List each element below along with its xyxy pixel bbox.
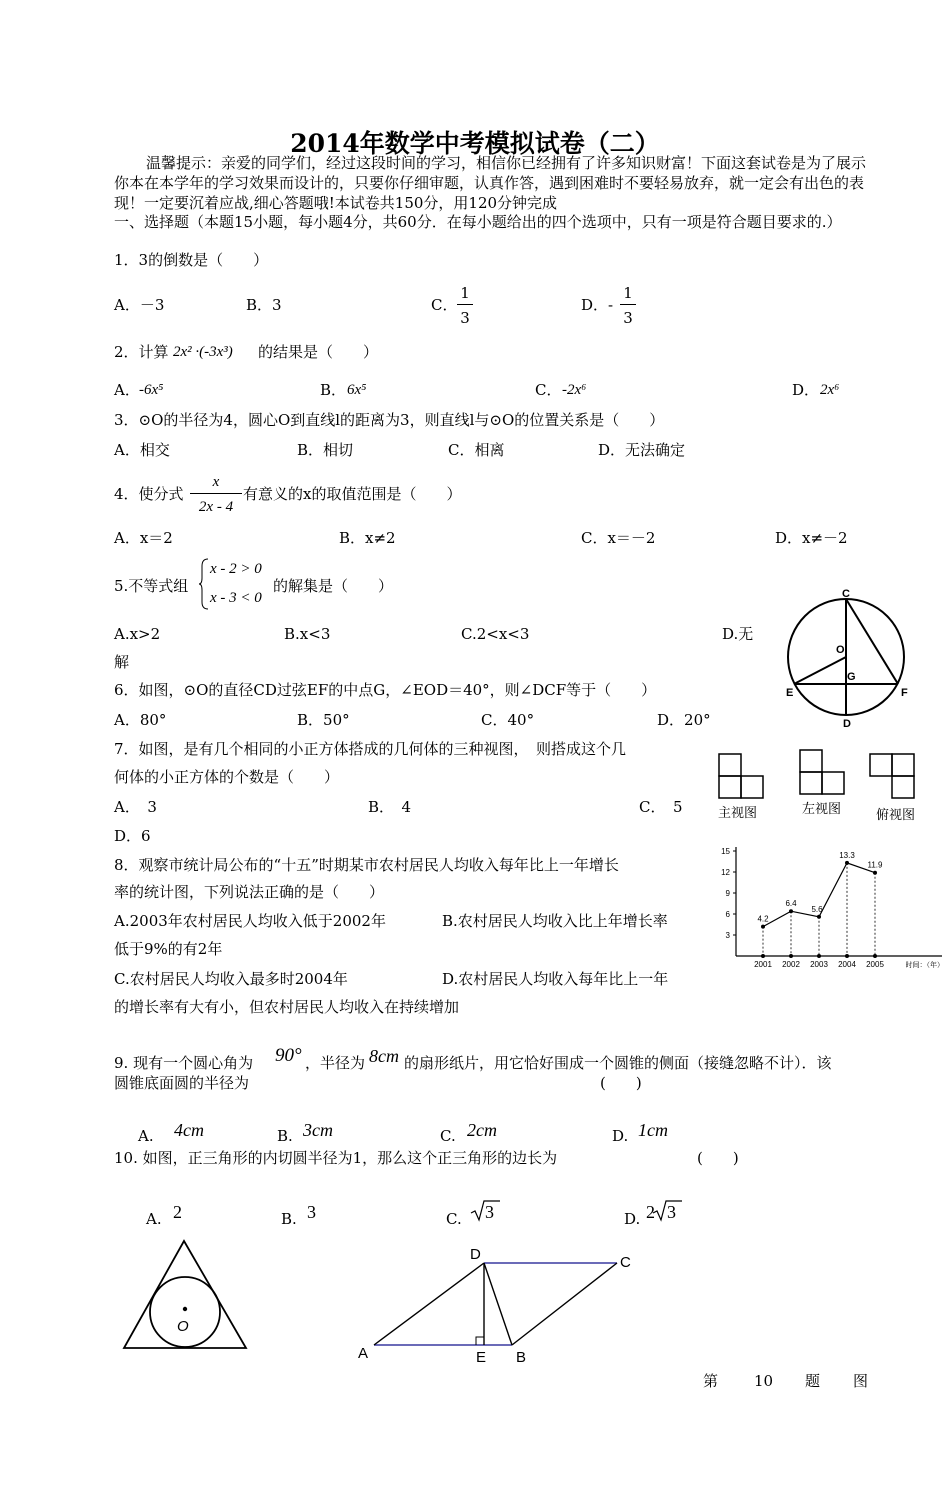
q9-stem-end: 的扇形纸片，用它恰好围成一个圆锥的侧面（接缝忽略不计）．该 [404, 1054, 832, 1072]
q1-c-denominator: 3 [460, 309, 470, 327]
q5-brace [198, 558, 210, 610]
x-tick-label: 2001 [754, 960, 772, 969]
q9-option-c-label: C. [440, 1127, 456, 1145]
q1-d-numerator: 1 [623, 284, 633, 302]
q10-option-c-label: C. [446, 1210, 462, 1228]
q4-stem-start: 4．使分式 [114, 485, 184, 503]
data-label: 4.2 [757, 914, 769, 924]
data-point [817, 915, 821, 919]
q9-option-b-label: B. [277, 1127, 293, 1145]
q2-expression: 2x² ·(-3x³) [173, 344, 233, 360]
q10-option-a-label: A. [146, 1210, 162, 1228]
q4-option-a: A．x＝2 [114, 529, 173, 547]
q7-option-b: B． 4 [368, 798, 412, 816]
q9-option-d-label: D. [612, 1127, 629, 1145]
q4-denominator: 2x - 4 [198, 499, 234, 515]
x-tick-label: 2004 [838, 960, 856, 969]
y-tick-label: 6 [725, 910, 730, 919]
q2-option-c-label: C． [535, 381, 562, 399]
q9-answer-paren: ( ) [600, 1074, 642, 1092]
q9-stem-line2: 圆锥底面圆的半径为 [114, 1074, 250, 1092]
q1-option-b: B．3 [246, 296, 282, 314]
q3-stem: 3．⊙O的半径为4，圆心O到直线l的距离为3，则直线l与⊙O的位置关系是（ ） [114, 411, 665, 429]
q10-option-d-coefficient: 2 [646, 1202, 655, 1222]
q10-option-b-value: 3 [307, 1202, 316, 1222]
q6-option-b: B．50° [297, 711, 350, 729]
q8-option-d: D.农村居民人均收入每年比上一年 [442, 970, 669, 988]
q9-option-d-value: 1cm [638, 1120, 668, 1140]
q3-option-d: D．无法确定 [598, 441, 686, 459]
q10-option-c-value: 3 [485, 1202, 494, 1222]
y-tick-label: 9 [725, 889, 730, 898]
q7-stem-line1: 7．如图，是有几个相同的小正方体搭成的几何体的三种视图， 则搭成这个几 [114, 740, 627, 758]
q10-stem: 10. 如图，正三角形的内切圆半径为1，那么这个正三角形的边长为 [114, 1149, 558, 1167]
q2-stem-end: 的结果是（ ） [258, 343, 379, 361]
q10-option-d-label: D. [624, 1210, 641, 1228]
q9-option-c-value: 2cm [467, 1120, 497, 1140]
intro-text: 温馨提示：亲爱的同学们，经过这段时间的学习，相信你已经拥有了许多知识财富！下面这套试卷是为了展示你本在本学年的学习效果而设计的，只要你仔细审题，认真作答，遇到困难时不要轻易放弃，就一定会有出色的表现！一定要沉着应战,细心答题哦!本试卷共150分，用120分钟完成 [114, 154, 867, 212]
label-d: D [843, 718, 851, 728]
q5-stem-end: 的解集是（ ） [273, 577, 394, 595]
q7-option-a: A． 3 [114, 798, 157, 816]
q6-option-d: D．20° [657, 711, 711, 729]
caption-part-2: 10 [754, 1372, 774, 1390]
q2-option-b-label: B． [320, 381, 347, 399]
x-tick-label: 2002 [782, 960, 800, 969]
q5-stem-start: 5.不等式组 [114, 577, 189, 595]
q1-d-denominator: 3 [623, 309, 633, 327]
q10-option-d-value: 3 [667, 1202, 676, 1222]
q9-option-b-value: 3cm [303, 1120, 333, 1140]
q2-option-d-value: 2x⁶ [820, 382, 840, 398]
q5-inequality-1: x - 2 > 0 [210, 561, 262, 577]
q5-option-c: C.2<x<3 [461, 625, 530, 643]
q9-angle: 90° [275, 1045, 302, 1066]
q8-option-d-wrap: 的增长率有大有小，但农村居民人均收入在持续增加 [114, 998, 460, 1016]
q5-option-d: D.无 [722, 625, 754, 643]
q1-c-numerator: 1 [460, 284, 470, 302]
q4-option-d: D．x≠－2 [775, 529, 848, 547]
x-tick-label: 2005 [866, 960, 884, 969]
data-point [845, 861, 849, 865]
q6-option-c: C．40° [481, 711, 535, 729]
q9-radius: 8cm [369, 1046, 399, 1066]
q1-option-a: A．－3 [114, 296, 165, 314]
q10-option-a-value: 2 [173, 1202, 182, 1222]
q8-option-b: B.农村居民人均收入比上年增长率 [442, 912, 668, 930]
caption-part-1: 第 [703, 1372, 719, 1390]
parallelogram-figure [352, 1242, 642, 1372]
section-heading: 一、选择题（本题15小题，每小题4分，共60分．在每小题给出的四个选项中，只有一项是符合题目要求的.） [114, 213, 842, 231]
q8-stem-line2: 率的统计图，下列说法正确的是（ ） [114, 883, 385, 901]
q2-option-c-value: -2x⁶ [562, 382, 587, 398]
y-tick-label: 15 [721, 847, 730, 856]
q6-option-a: A．80° [114, 711, 167, 729]
data-label: 5.6 [811, 904, 823, 914]
q4-option-b: B．x≠2 [339, 529, 396, 547]
label-d: D [470, 1246, 481, 1263]
caption-part-4: 图 [853, 1372, 869, 1390]
data-point [873, 871, 877, 875]
q1-option-c-label: C． [431, 296, 458, 314]
q7-three-views [712, 748, 937, 830]
label-f: F [901, 687, 908, 699]
view-left-label: 左视图 [802, 801, 842, 816]
q3-option-b: B．相切 [297, 441, 354, 459]
q9-option-a-value: 4cm [174, 1120, 204, 1140]
q4-stem-end: 有意义的x的取值范围是（ ） [243, 485, 462, 503]
view-front-label: 主视图 [718, 805, 758, 820]
q2-option-a-label: A． [114, 381, 140, 399]
q3-option-a: A．相交 [114, 441, 170, 459]
data-label: 13.3 [839, 850, 855, 860]
label-e: E [786, 687, 794, 699]
caption-part-3: 题 [805, 1372, 821, 1390]
q7-option-d: D．6 [114, 827, 151, 845]
q2-option-b-value: 6x⁵ [347, 382, 367, 398]
label-c: C [842, 588, 850, 600]
q3-option-c: C．相离 [448, 441, 505, 459]
q2-stem-start: 2．计算 [114, 343, 169, 361]
q1-d-sign: - [608, 296, 614, 314]
label-e: E [476, 1349, 487, 1366]
q2-option-a-value: -6x⁵ [139, 382, 164, 398]
q9-option-a-label: A. [138, 1127, 154, 1145]
y-tick-label: 12 [721, 868, 730, 877]
income-growth-chart [716, 843, 946, 978]
x-tick-label: 2003 [810, 960, 828, 969]
q5-option-a: A.x>2 [114, 625, 161, 643]
data-label: 6.4 [785, 899, 797, 909]
y-tick-label: 3 [725, 931, 730, 940]
label-a: A [358, 1345, 369, 1362]
q4-option-c: C．x＝－2 [581, 529, 656, 547]
q9-stem-mid: ，半径为 [305, 1054, 366, 1072]
page-title: 2014年数学中考模拟试卷（二） [290, 129, 660, 158]
q8-option-b-wrap: 低于9%的有2年 [114, 940, 223, 958]
q7-option-c: C． 5 [639, 798, 683, 816]
q10-triangle-figure [118, 1236, 253, 1354]
label-g: G [847, 671, 856, 683]
x-axis-label: 时间：（年） [905, 962, 944, 969]
q9-stem-start: 9. 现有一个圆心角为 [114, 1054, 254, 1072]
q10-answer-paren: ( ) [697, 1149, 739, 1167]
q1-stem: 1．3的倒数是（ ） [114, 251, 269, 269]
q10-option-b-label: B. [281, 1210, 297, 1228]
q4-numerator: x [212, 474, 220, 490]
q5-inequality-2: x - 3 < 0 [210, 590, 262, 606]
data-point [789, 909, 793, 913]
q1-option-d-label: D． [581, 296, 609, 314]
label-o: O [177, 1318, 189, 1335]
label-o: O [836, 644, 845, 656]
q2-option-d-label: D． [792, 381, 820, 399]
q5-option-d-wrap: 解 [114, 653, 130, 671]
view-top-label: 俯视图 [876, 807, 916, 822]
data-label: 11.9 [867, 860, 883, 870]
q8-stem-line1: 8．观察市统计局公布的“十五”时期某市农村居民人均收入每年比上一年增长 [114, 856, 619, 874]
q5-option-b: B.x<3 [284, 625, 331, 643]
label-b: B [516, 1349, 527, 1366]
q8-option-a: A.2003年农村居民人均收入低于2002年 [114, 912, 386, 930]
q7-stem-line2: 何体的小正方体的个数是（ ） [114, 768, 340, 786]
data-point [761, 925, 765, 929]
label-c: C [620, 1254, 631, 1271]
q6-circle-figure [782, 586, 912, 728]
q8-option-c: C.农村居民人均收入最多时2004年 [114, 970, 348, 988]
q6-stem: 6．如图，⊙O的直径CD过弦EF的中点G，∠EOD＝40°，则∠DCF等于（ ） [114, 681, 657, 699]
